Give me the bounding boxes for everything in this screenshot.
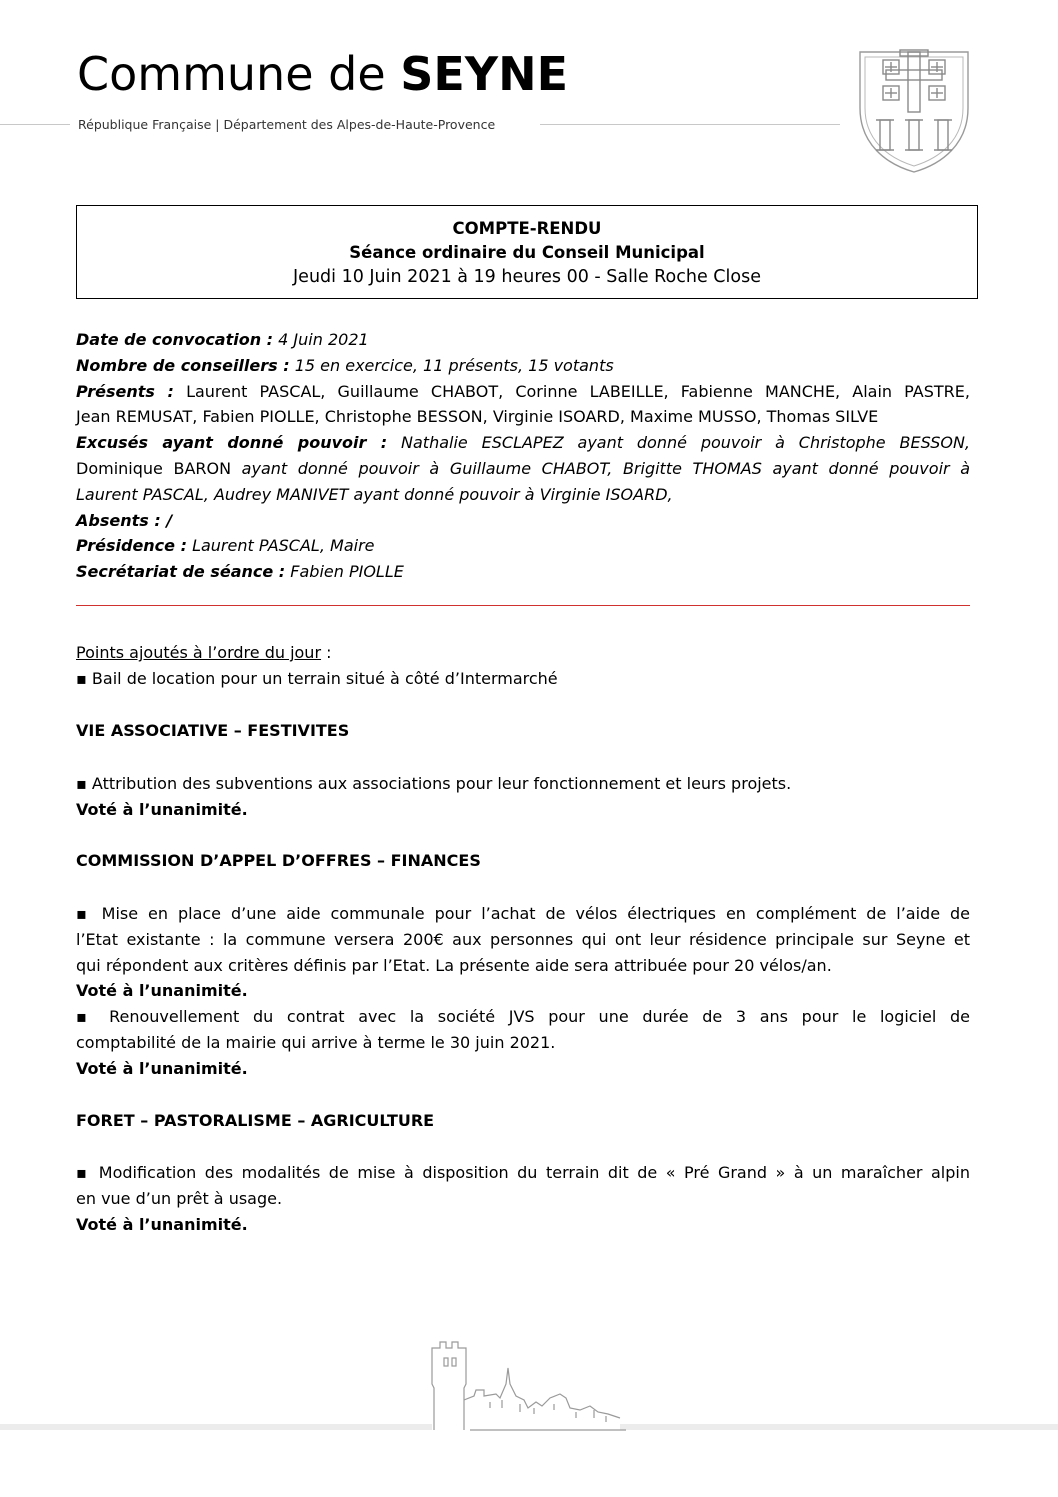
section-title: COMMISSION D’APPEL D’OFFRES – FINANCES <box>76 851 481 870</box>
section-foret <box>76 1108 970 1134</box>
agenda-added-item: ▪ Bail de location pour un terrain situé à côté d’Intermarché <box>76 668 558 688</box>
footer-rule-left <box>0 1424 432 1430</box>
section-title: VIE ASSOCIATIVE – FESTIVITES <box>76 721 350 740</box>
session-date: Jeudi 10 Juin 2021 à 19 heures 00 - Salle Roche Close <box>293 267 761 287</box>
section-divider <box>76 605 970 606</box>
vote-result: Voté à l’unanimité. <box>76 981 248 1001</box>
footer-rule-right <box>620 1424 1058 1430</box>
page-title <box>77 46 568 102</box>
section-vie-associative <box>76 718 970 744</box>
village-skyline-icon <box>430 1338 630 1434</box>
list-item-line: l’Etat existante : la commune versera 200€ aux personnes qui ont leur résidence principale sur Seyne et <box>76 929 970 949</box>
conseillers-line: Nombre de conseillers : 15 en exercice, 11 présents, 15 votants <box>76 355 614 375</box>
list-item-line: ▪ Modification des modalités de mise à disposition du terrain dit de « Pré Grand » à un maraîcher alpin <box>76 1163 970 1182</box>
section-appel-offres <box>76 848 970 874</box>
title-box <box>76 205 978 299</box>
section-title: FORET – PASTORALISME – AGRICULTURE <box>76 1111 435 1130</box>
list-item-line: ▪ Mise en place d’une aide communale pour l’achat de vélos électriques en complément de l’aide de <box>76 904 970 923</box>
vote-result: Voté à l’unanimité. <box>76 799 248 819</box>
vote-result: Voté à l’unanimité. <box>76 1214 248 1234</box>
vote-result: Voté à l’unanimité. <box>76 1058 248 1078</box>
presents-line-1: Présents : Laurent PASCAL, Guillaume CHABOT, Corinne LABEILLE, Fabienne MANCHE, Alain PASTRE, <box>76 381 970 401</box>
header-subtitle: République Française | Département des Alpes-de-Haute-Provence <box>78 117 496 132</box>
excuses-line-3: Laurent PASCAL, Audrey MANIVET ayant donné pouvoir à Virginie ISOARD, <box>76 484 673 504</box>
agenda-added-heading: Points ajoutés à l’ordre du jour : <box>76 643 332 662</box>
convocation-line: Date de convocation : 4 Juin 2021 <box>76 330 369 349</box>
presents-line-2: Jean REMUSAT, Fabien PIOLLE, Christophe BESSON, Virginie ISOARD, Maxime MUSSO, Thomas SILVE <box>76 407 879 427</box>
header-rule-right <box>540 124 840 125</box>
session-title: Séance ordinaire du Conseil Municipal <box>349 243 705 262</box>
meeting-info <box>76 327 970 585</box>
coat-of-arms-icon <box>856 46 972 174</box>
list-item-line: qui répondent aux critères définis par l’Etat. La présente aide sera attribuée pour 20 vélos/an. <box>76 955 832 975</box>
list-item-line: comptabilité de la mairie qui arrive à terme le 30 juin 2021. <box>76 1032 556 1052</box>
excuses-line-1: Excusés ayant donné pouvoir : Nathalie ESCLAPEZ ayant donné pouvoir à Christophe BESSON, <box>76 433 971 453</box>
agenda-added <box>76 640 970 692</box>
report-title: COMPTE-RENDU <box>452 219 602 238</box>
title-town: SEYNE <box>400 47 569 101</box>
list-item-line: en vue d’un prêt à usage. <box>76 1188 283 1208</box>
header-rule-left <box>0 124 70 125</box>
excuses-line-2: Dominique BARON ayant donné pouvoir à Guillaume CHABOT, Brigitte THOMAS ayant donné pouvoir à <box>76 458 970 478</box>
secretariat-line: Secrétariat de séance : Fabien PIOLLE <box>76 562 404 582</box>
section-appel-offres-body <box>76 901 970 1082</box>
title-prefix: Commune de <box>77 47 401 101</box>
absents-line: Absents : / <box>76 510 173 530</box>
section-vie-associative-body <box>76 771 970 823</box>
list-item: ▪ Attribution des subventions aux associations pour leur fonctionnement et leurs projets. <box>76 774 792 793</box>
presidence-line: Présidence : Laurent PASCAL, Maire <box>76 536 375 556</box>
list-item-line: ▪ Renouvellement du contrat avec la société JVS pour une durée de 3 ans pour le logiciel de <box>76 1007 970 1027</box>
section-foret-body <box>76 1160 970 1237</box>
